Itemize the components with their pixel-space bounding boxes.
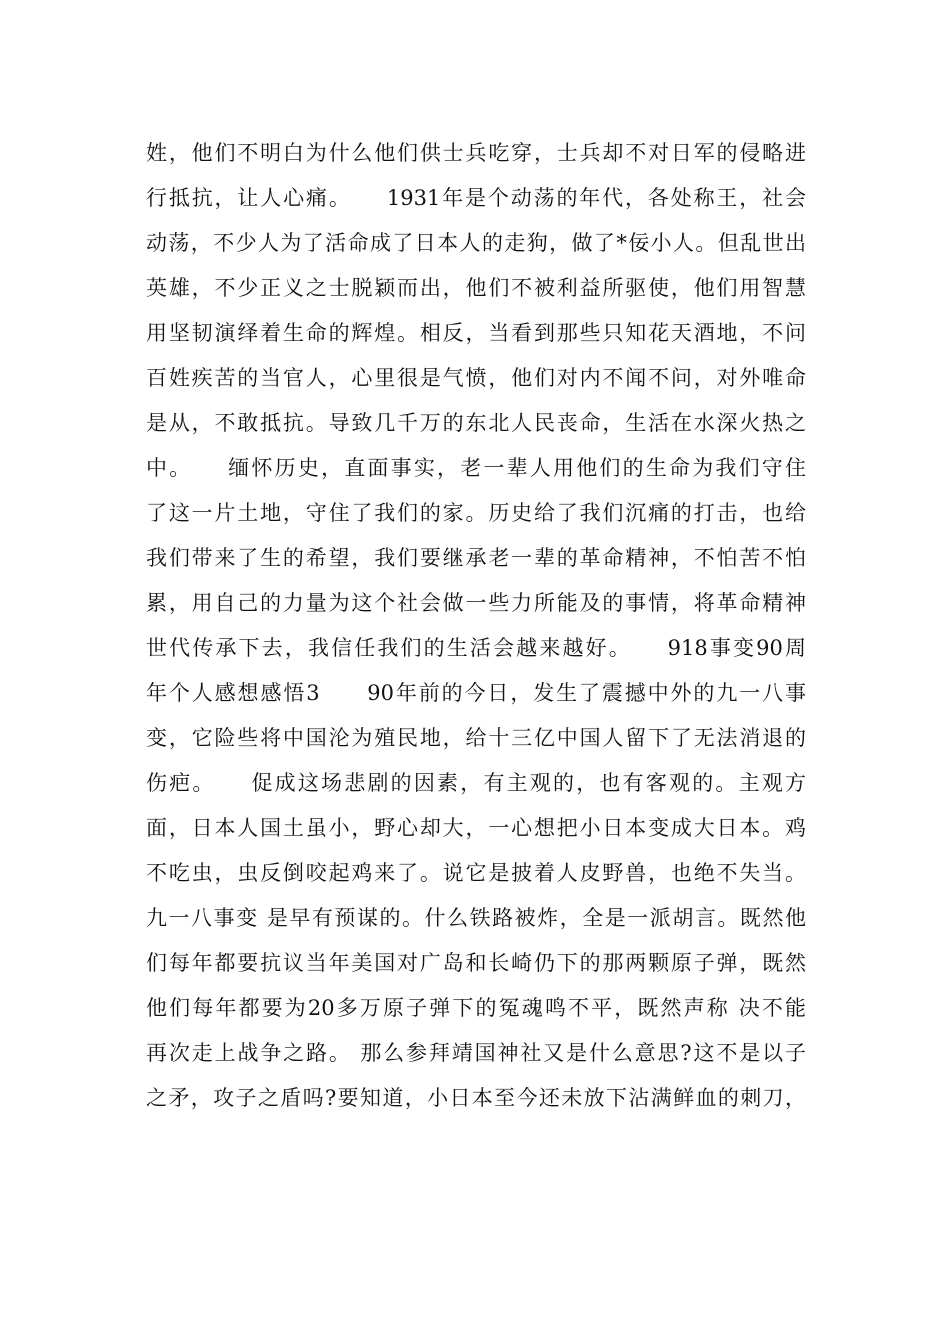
text-line: 世代传承下去，我信任我们的生活会越来越好。 918事变90周	[146, 636, 806, 660]
text-line: 是从，不敢抵抗。导致几千万的东北人民丧命，生活在水深火热之	[146, 411, 806, 435]
text-line: 累，用自己的力量为这个社会做一些力所能及的事情，将革命精神	[146, 591, 806, 615]
text-line: 年个人感想感悟3 90年前的今日，发生了震撼中外的九一八事	[146, 681, 806, 705]
text-line: 们每年都要抗议当年美国对广岛和长崎仍下的那两颗原子弹，既然	[146, 951, 806, 975]
text-line: 中。 缅怀历史，直面事实，老一辈人用他们的生命为我们守住	[146, 456, 806, 480]
text-line: 百姓疾苦的当官人，心里很是气愤，他们对内不闻不问，对外唯命	[146, 366, 806, 390]
text-line: 动荡，不少人为了活命成了日本人的走狗，做了*佞小人。但乱世出	[146, 231, 806, 255]
text-line: 九一八事变 是早有预谋的。什么铁路被炸，全是一派胡言。既然他	[146, 906, 806, 930]
text-line: 面，日本人国土虽小，野心却大，一心想把小日本变成大日本。鸡	[146, 816, 806, 840]
text-line: 姓，他们不明白为什么他们供士兵吃穿，士兵却不对日军的侵略进	[146, 141, 806, 165]
text-line: 行抵抗，让人心痛。 1931年是个动荡的年代，各处称王，社会	[146, 186, 806, 210]
text-line: 之矛，攻子之盾吗?要知道，小日本至今还未放下沾满鲜血的刺刀，	[146, 1086, 806, 1110]
text-line: 不吃虫，虫反倒咬起鸡来了。说它是披着人皮野兽，也绝不失当。	[146, 861, 806, 885]
text-line: 我们带来了生的希望，我们要继承老一辈的革命精神，不怕苦不怕	[146, 546, 806, 570]
body-text	[146, 131, 806, 1121]
text-line: 用坚韧演绎着生命的辉煌。相反，当看到那些只知花天酒地，不问	[146, 321, 806, 345]
text-line: 了这一片土地，守住了我们的家。历史给了我们沉痛的打击，也给	[146, 501, 806, 525]
text-line: 再次走上战争之路。 那么参拜靖国神社又是什么意思?这不是以子	[146, 1041, 806, 1065]
text-line: 变，它险些将中国沦为殖民地，给十三亿中国人留下了无法消退的	[146, 726, 806, 750]
text-line: 英雄，不少正义之士脱颖而出，他们不被利益所驱使，他们用智慧	[146, 276, 806, 300]
text-line: 伤疤。 促成这场悲剧的因素，有主观的，也有客观的。主观方	[146, 771, 806, 795]
text-line: 他们每年都要为20多万原子弹下的冤魂鸣不平，既然声称 决不能	[146, 996, 806, 1020]
